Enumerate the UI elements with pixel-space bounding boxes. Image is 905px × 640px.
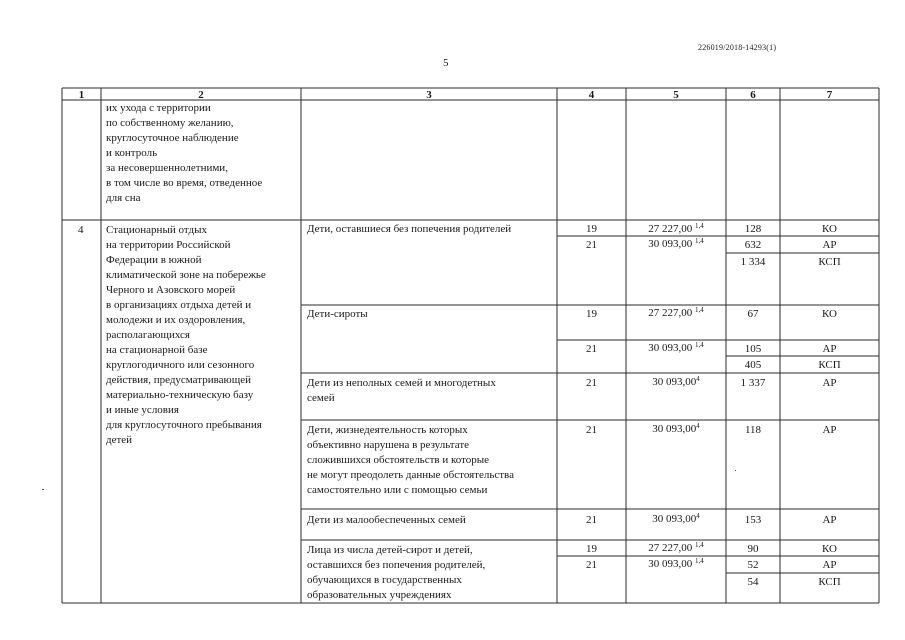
col6-value: 1 334 — [740, 256, 766, 268]
description-line: детей — [106, 434, 133, 446]
col7-value: АР — [822, 343, 837, 355]
continuation-line: круглосуточное наблюдение — [106, 132, 239, 144]
col5-footnote: 1,4 — [695, 341, 704, 349]
col5-cell — [626, 557, 726, 572]
col4-value: 21 — [586, 559, 597, 571]
category-label: Дети, оставшиеся без попечения родителей — [307, 223, 512, 235]
col4-value: 21 — [586, 424, 597, 436]
col7-value: КО — [821, 308, 837, 320]
col5-footnote: 1,4 — [695, 557, 704, 565]
col5-cell — [626, 237, 726, 252]
col6-value: 128 — [744, 223, 762, 235]
col5-footnote: 1,4 — [695, 222, 704, 230]
col7-value: КО — [821, 223, 837, 235]
col6-value: 105 — [744, 343, 762, 355]
scan-speck — [42, 489, 44, 490]
description-line: располагающихся — [106, 329, 190, 341]
col7-value: КСП — [818, 359, 841, 371]
description-line: материально-техническую базу — [106, 389, 254, 401]
col5-cell — [626, 375, 726, 390]
category-label: оставшихся без попечения родителей, — [307, 559, 486, 571]
category-label: обучающихся в государственных — [307, 574, 462, 586]
col6-value: 54 — [747, 576, 759, 588]
header-col-3: 3 — [426, 89, 432, 101]
col4-value: 21 — [586, 377, 597, 389]
col5-cell — [626, 222, 726, 237]
col7-value: АР — [822, 239, 837, 251]
continuation-line: по собственному желанию, — [106, 117, 234, 129]
col5-cell — [626, 541, 726, 556]
category-label: Дети, жизнедеятельность которых — [307, 424, 468, 436]
col5-cell — [626, 306, 726, 321]
col5-cell — [626, 341, 726, 356]
scan-speck — [735, 470, 736, 471]
category-label: Дети из неполных семей и многодетных — [307, 377, 496, 389]
category-label: не могут преодолеть данные обстоятельства — [307, 469, 514, 481]
col5-value: 30 093,00 — [652, 513, 697, 525]
col5-footnote: 4 — [696, 422, 700, 430]
description-line: для круглосуточного пребывания — [106, 419, 262, 431]
col6-value: 52 — [747, 559, 759, 571]
header-col-4: 4 — [588, 89, 595, 101]
continuation-line: в том числе во время, отведенное — [106, 177, 263, 189]
col5-value: 30 093,00 — [648, 558, 693, 570]
col5-value: 30 093,00 — [652, 423, 697, 435]
col5-value: 27 227,00 — [648, 542, 693, 554]
description-line: молодежи и их оздоровления, — [106, 314, 246, 326]
col5-value: 30 093,00 — [648, 238, 693, 250]
col4-value: 19 — [586, 543, 597, 555]
description-line: круглогодичного или сезонного — [106, 359, 255, 371]
col6-value: 67 — [747, 308, 759, 320]
continuation-line: и контроль — [106, 147, 158, 159]
category-label: образовательных учреждениях — [307, 589, 452, 601]
col7-value: АР — [822, 559, 837, 571]
page-number: 5 — [443, 57, 449, 69]
description-line: в организациях отдыха детей и — [106, 299, 252, 311]
description-line: Черного и Азовского морей — [106, 284, 236, 296]
description-line: Федерации в южной — [106, 254, 202, 266]
header-col-1: 1 — [78, 89, 85, 101]
col7-value: КО — [821, 543, 837, 555]
header-col-7: 7 — [826, 89, 833, 101]
col5-value: 30 093,00 — [652, 376, 697, 388]
col7-value: АР — [822, 377, 837, 389]
header-col-2: 2 — [198, 89, 204, 101]
category-label: самостоятельно или с помощью семьи — [307, 484, 488, 496]
category-label: Дети-сироты — [307, 308, 368, 320]
continuation-line: их ухода с территории — [106, 102, 211, 114]
document-id: 226019/2018-14293(1) — [698, 43, 777, 52]
col5-footnote: 1,4 — [695, 306, 704, 314]
col5-footnote: 4 — [696, 512, 700, 520]
description-line: Стационарный отдых — [106, 224, 207, 236]
col5-footnote: 4 — [696, 375, 700, 383]
col7-value: АР — [822, 424, 837, 436]
col4-value: 19 — [586, 223, 597, 235]
col6-value: 632 — [744, 239, 762, 251]
category-label: семей — [307, 392, 335, 404]
category-label: Лица из числа детей-сирот и детей, — [307, 544, 473, 556]
description-line: действия, предусматривающей — [106, 374, 251, 386]
col5-footnote: 1,4 — [695, 237, 704, 245]
col4-value: 21 — [586, 514, 597, 526]
description-line: на стационарной базе — [106, 344, 208, 356]
col6-value: 118 — [744, 424, 762, 436]
col6-value: 153 — [744, 514, 762, 526]
col7-value: КСП — [818, 576, 841, 588]
continuation-line: за несовершеннолетними, — [106, 162, 228, 174]
description-line: на территории Российской — [106, 239, 231, 251]
header-col-5: 5 — [673, 89, 679, 101]
col6-value: 1 337 — [740, 377, 766, 389]
category-label: сложившихся обстоятельств и которые — [307, 454, 490, 466]
description-line: и иные условия — [106, 404, 179, 416]
col6-value: 90 — [747, 543, 759, 555]
continuation-line: для сна — [106, 192, 141, 204]
col5-value: 27 227,00 — [648, 307, 693, 319]
col5-value: 27 227,00 — [648, 223, 693, 235]
header-col-6: 6 — [750, 89, 756, 101]
col5-value: 30 093,00 — [648, 342, 693, 354]
col4-value: 21 — [586, 239, 597, 251]
col6-value: 405 — [744, 359, 762, 371]
col5-footnote: 1,4 — [695, 541, 704, 549]
description-line: климатической зоне на побережье — [106, 269, 266, 281]
col4-value: 19 — [586, 308, 597, 320]
col4-value: 21 — [586, 343, 597, 355]
category-label: объективно нарушена в результате — [307, 439, 470, 451]
col5-cell — [626, 422, 726, 437]
col7-value: КСП — [818, 256, 841, 268]
row-number: 4 — [78, 224, 84, 236]
col5-cell — [626, 512, 726, 527]
col7-value: АР — [822, 514, 837, 526]
category-label: Дети из малообеспеченных семей — [307, 514, 466, 526]
